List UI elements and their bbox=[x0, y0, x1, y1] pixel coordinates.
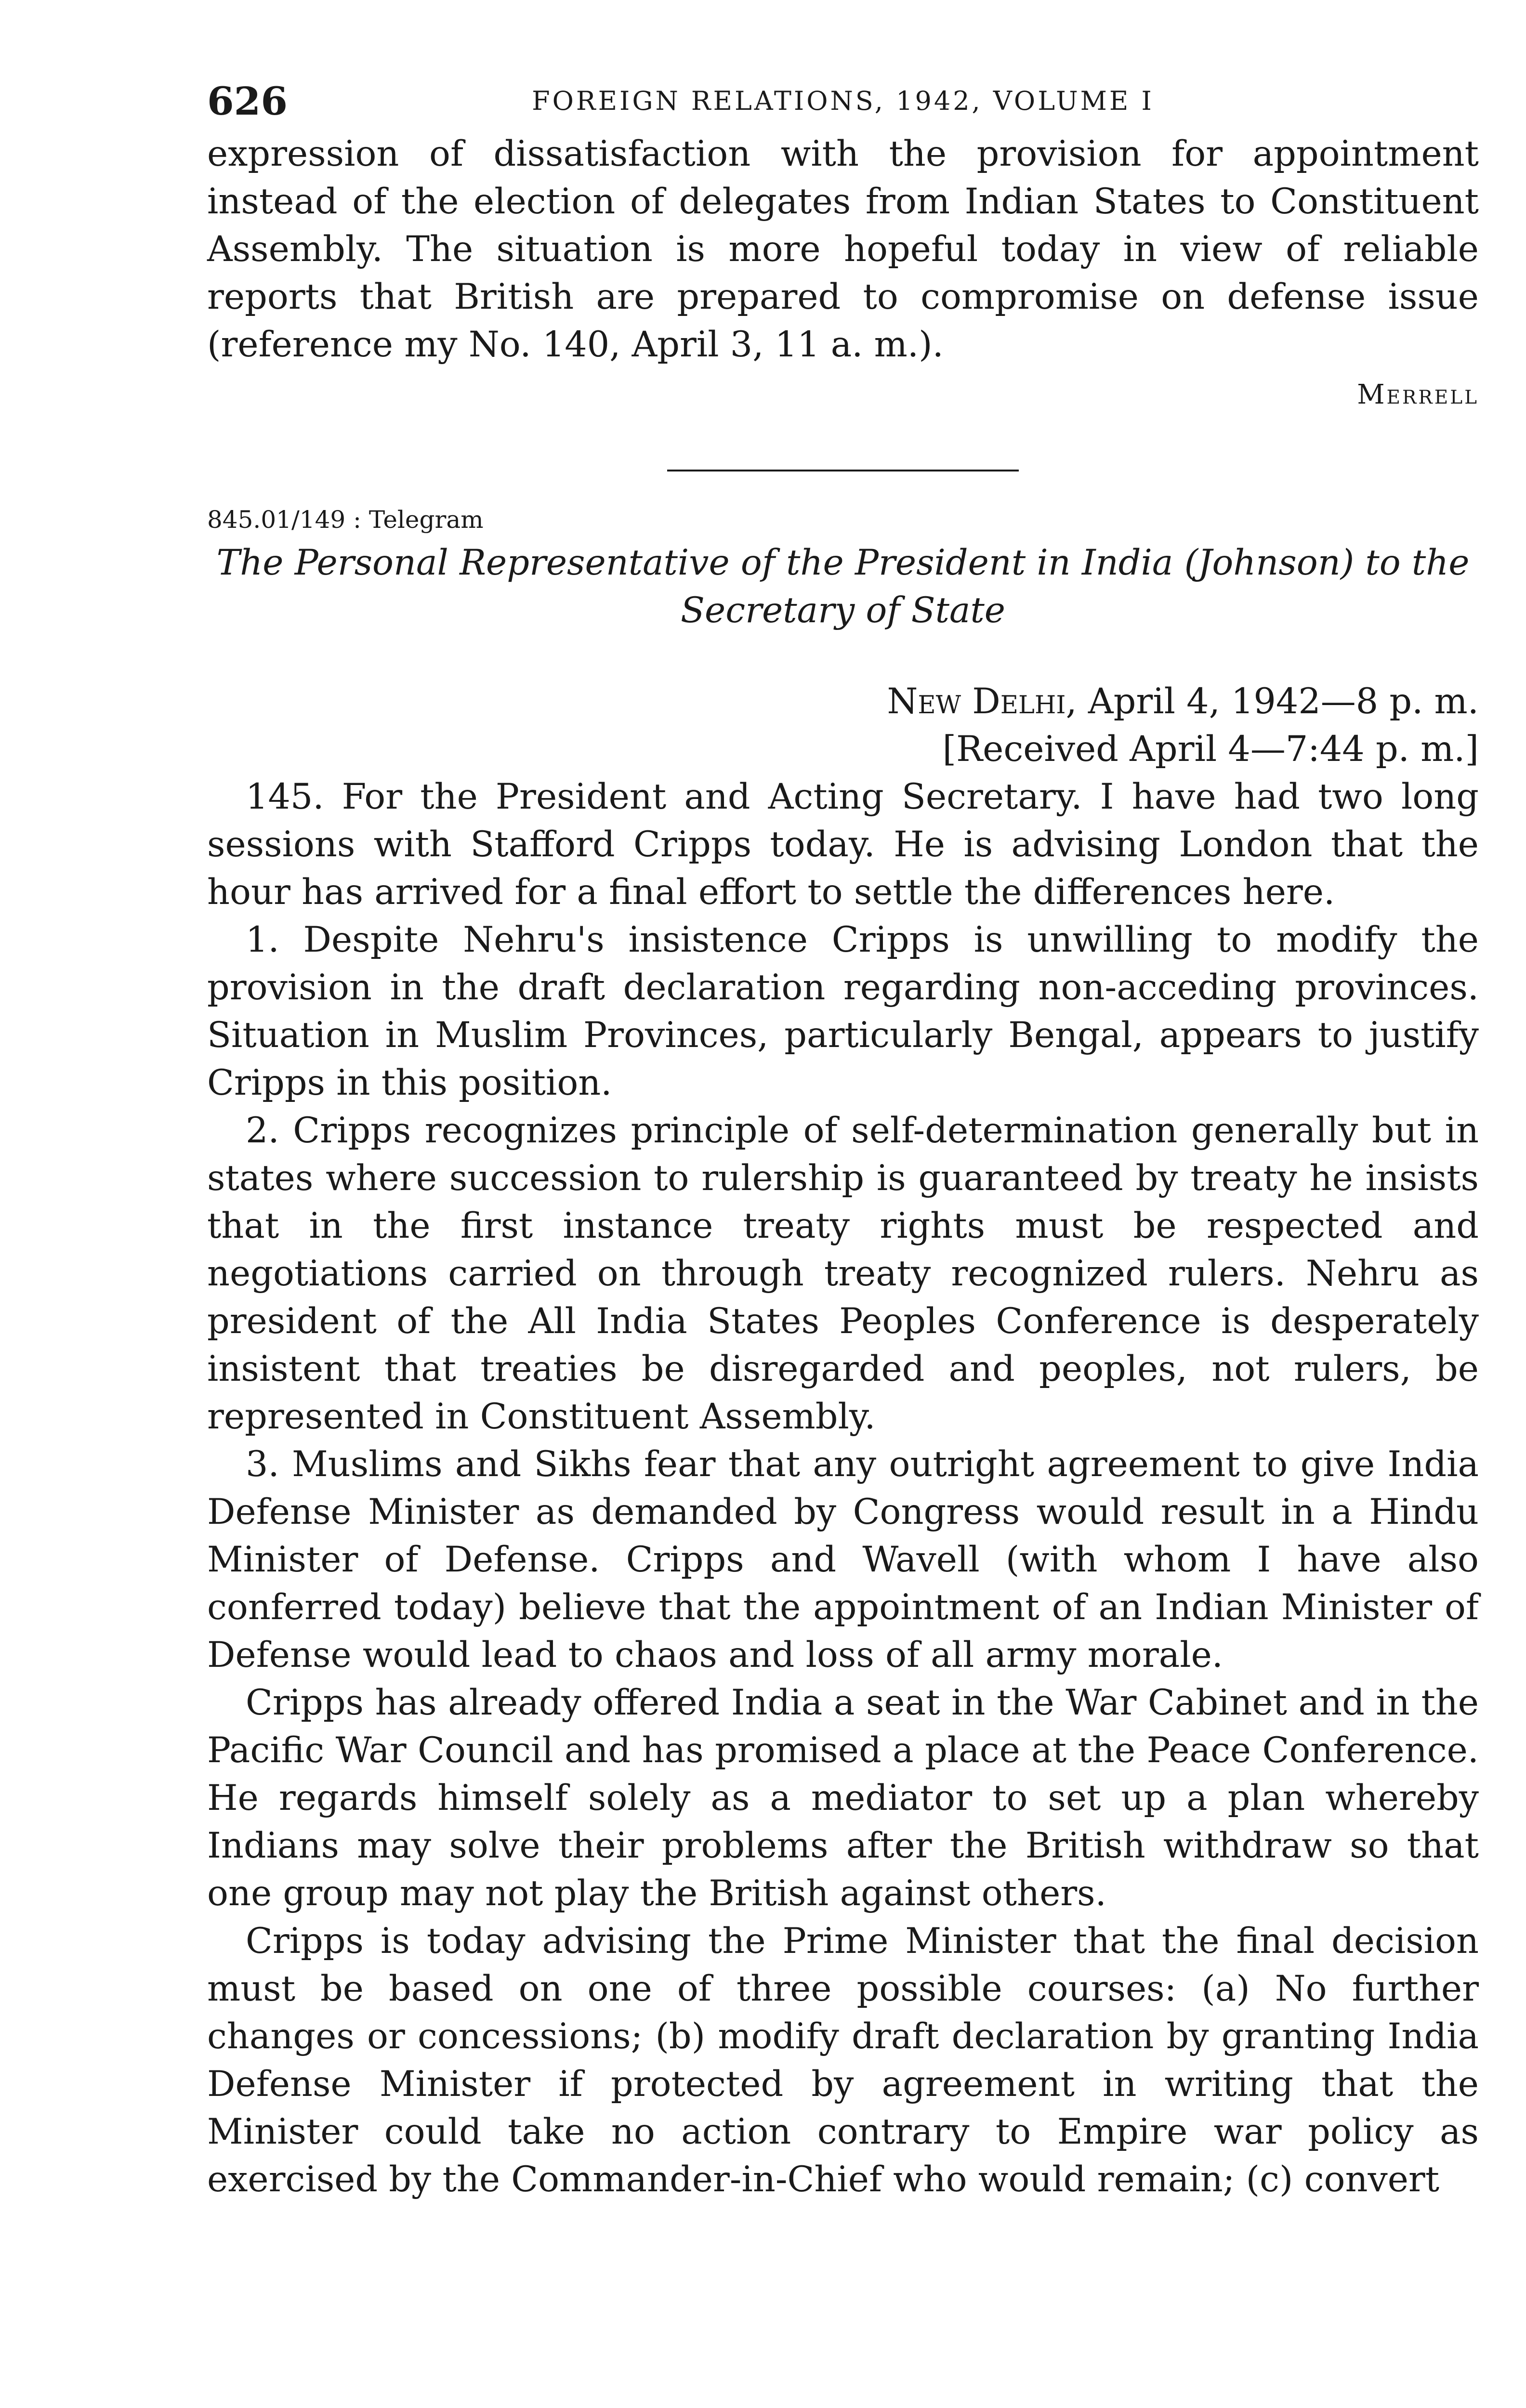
body-paragraph-5: Cripps has already offered India a seat in the War Cabinet and in the Pacific War Council and has promised a place at the Peace Conference. He regards himself solely as a mediator to set up a plan whereby Indians may solve their problems after the British withdraw so that one group may not play the British against others. bbox=[207, 1682, 1479, 1914]
dateline-place: New Delhi bbox=[887, 681, 1066, 722]
body-paragraph-4: 3. Muslims and Sikhs fear that any outright agreement to give India Defense Minister as demanded by Congress would result in a Hindu Minister of Defense. Cripps and Wavell (with whom I have also conferred today) believe that the appointment of an Indian Minister of Defense would lead to chaos and loss of all army morale. bbox=[207, 1444, 1479, 1675]
file-reference: 845.01/149 : Telegram bbox=[207, 506, 484, 534]
section-divider bbox=[667, 470, 1019, 471]
page-number: 626 bbox=[207, 79, 288, 124]
continuation-paragraph: expression of dissatisfaction with the provision for appointment instead of the election of delegates from Indian States to Constituent Assembly. The situation is more hopeful today in view of reliable reports that British are prepared to compromise on defense issue (reference my No. 140, April 3, 11 a. m.). bbox=[207, 133, 1479, 365]
received-line: [Received April 4—7:44 p. m.] bbox=[942, 729, 1479, 770]
dateline bbox=[207, 678, 1479, 725]
body-paragraph-6: Cripps is today advising the Prime Minister that the final decision must be based on one of three possible courses: (a) No further changes or concessions; (b) modify draft declaration by granting India Defense Minister if protected by agreement in writing that the Minister could take no action contrary to Empire war policy as exercised by the Commander-in-Chief who would remain; (c) convert bbox=[207, 1921, 1479, 2200]
document-page bbox=[207, 72, 1479, 2203]
document-title: The Personal Representative of the President in India (Johnson) to the Secretary of State bbox=[216, 542, 1470, 631]
signature: Merrell bbox=[1357, 379, 1479, 410]
body-paragraph-1: 145. For the President and Acting Secretary. I have had two long sessions with Stafford Cripps today. He is advising London that the hour has arrived for a final effort to settle the differences here. bbox=[207, 776, 1479, 913]
dateline-date: , April 4, 1942—8 p. m. bbox=[1066, 681, 1479, 722]
body-paragraph-3: 2. Cripps recognizes principle of self-determination generally but in states where succession to rulership is guaranteed by treaty he insists that in the first instance treaty rights must be respected and negotiations carried on through treaty recognized rulers. Nehru as president of the All India States Peoples Conference is desperately insistent that treaties be disregarded and peoples, not rulers, be represented in Constituent Assembly. bbox=[207, 1110, 1479, 1437]
body-paragraph-2: 1. Despite Nehru's insistence Cripps is unwilling to modify the provision in the draft declaration regarding non-acceding provinces. Situation in Muslim Provinces, particularly Bengal, appears to justify Cripps in this position. bbox=[207, 919, 1479, 1103]
running-title: FOREIGN RELATIONS, 1942, VOLUME I bbox=[532, 86, 1154, 116]
running-header bbox=[207, 72, 1479, 130]
